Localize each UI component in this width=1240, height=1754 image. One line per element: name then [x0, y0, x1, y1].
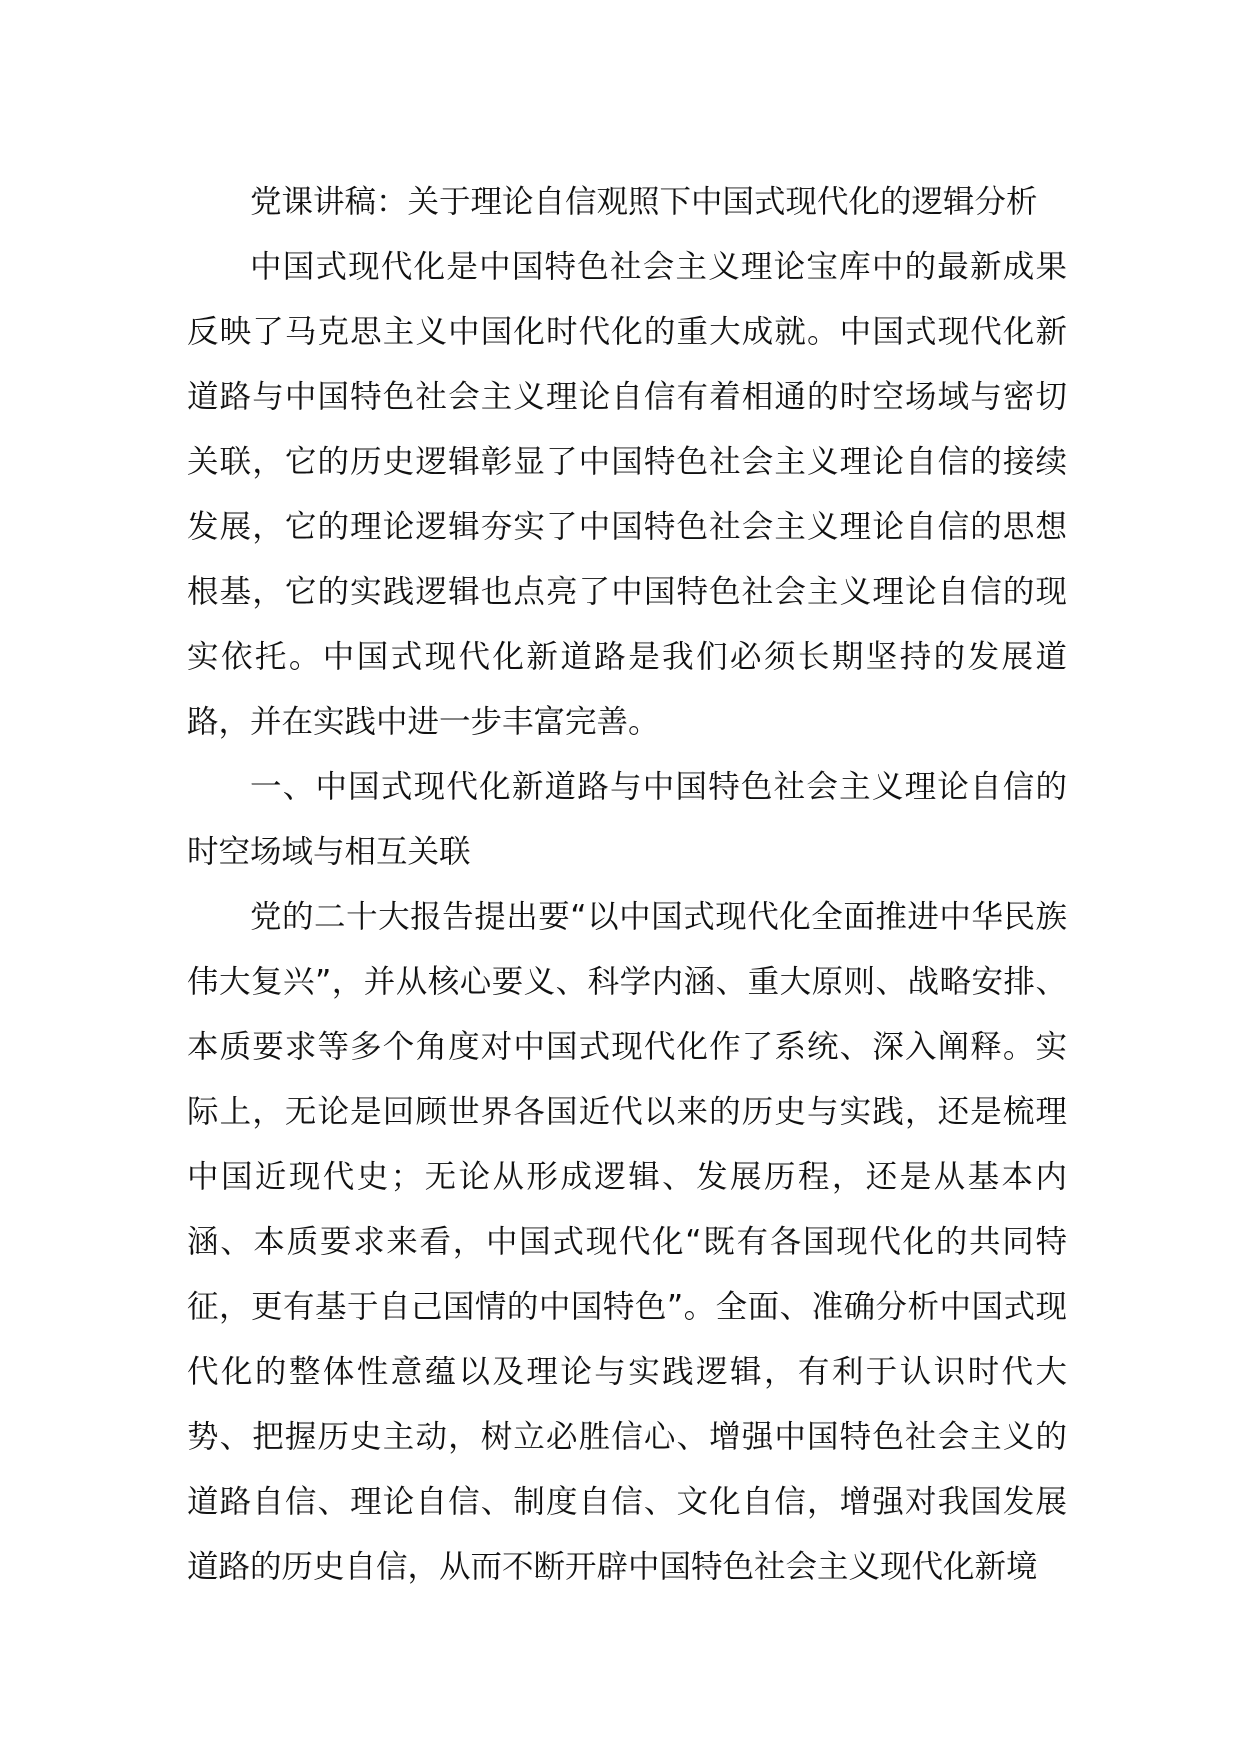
paragraph-section-1: 党的二十大报告提出要“以中国式现代化全面推进中华民族伟大复兴”，并从核心要义、科学内涵、重大原则、战略安排、本质要求等多个角度对中国式现代化作了系统、深入阐释。实际上，无论是回顾世界各国近代以来的历史与实践，还是梳理中国近现代史；无论从形成逻辑、发展历程，还是从基本内涵、本质要求来看，中国式现代化“既有各国现代化的共同特征，更有基于自己国情的中国特色”。全面、准确分析中国式现代化的整体性意蕴以及理论与实践逻辑，有利于认识时代大势、把握历史主动，树立必胜信心、增强中国特色社会主义的道路自信、理论自信、制度自信、文化自信，增强对我国发展道路的历史自信，从而不断开辟中国特色社会主义现代化新境	[187, 899, 1067, 1585]
paragraph-intro: 中国式现代化是中国特色社会主义理论宝库中的最新成果反映了马克思主义中国化时代化的重大成就。中国式现代化新道路与中国特色社会主义理论自信有着相通的时空场域与密切关联，它的历史逻辑彰显了中国特色社会主义理论自信的接续发展，它的理论逻辑夯实了中国特色社会主义理论自信的思想根基，它的实践逻辑也点亮了中国特色社会主义理论自信的现实依托。中国式现代化新道路是我们必须长期坚持的发展道路，并在实践中进一步丰富完善。	[187, 249, 1067, 740]
document-title: 党课讲稿：关于理论自信观照下中国式现代化的逻辑分析	[250, 184, 1038, 220]
document-body	[187, 170, 1067, 1600]
section-heading-1: 一、中国式现代化新道路与中国特色社会主义理论自信的时空场域与相互关联	[187, 769, 1067, 870]
